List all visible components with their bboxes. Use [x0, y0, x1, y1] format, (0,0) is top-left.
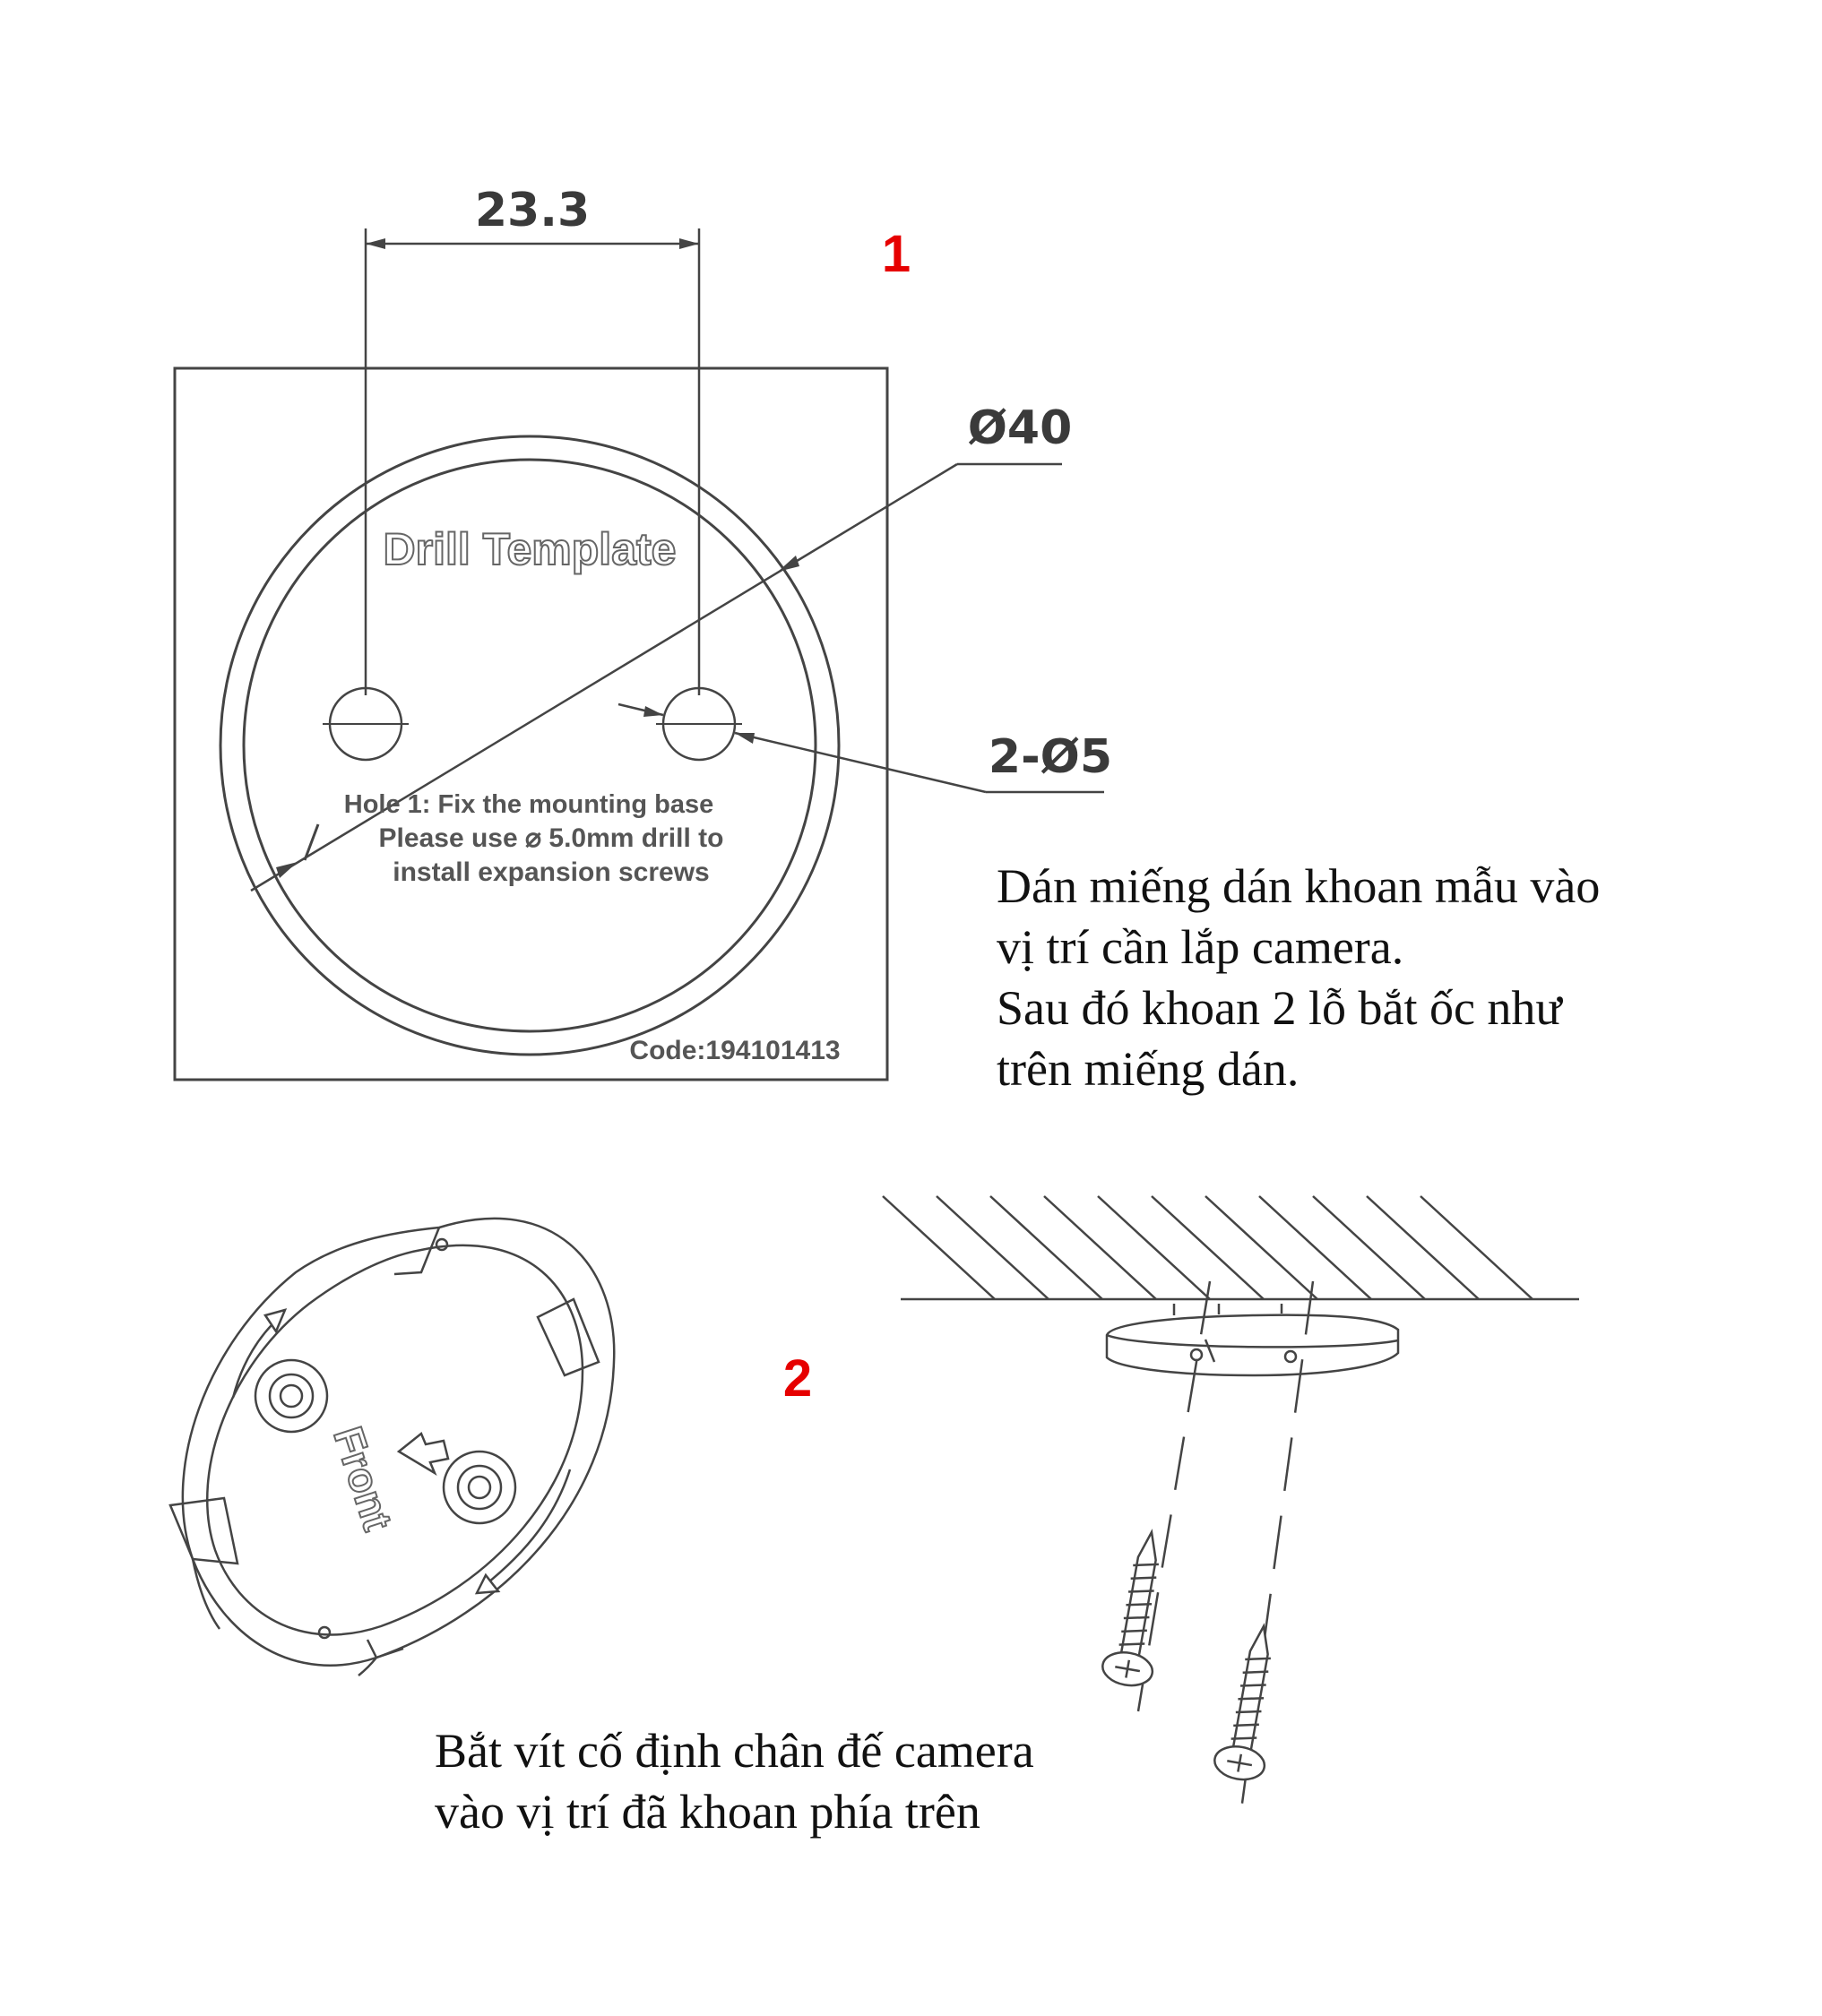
- dimension-diameter-label: Ø40: [967, 401, 1073, 455]
- template-note-line1: Hole 1: Fix the mounting base: [343, 790, 714, 819]
- ceiling-illustration: [883, 1196, 1579, 1299]
- step1-caption: [997, 856, 1600, 1099]
- step2-caption: [435, 1720, 1034, 1842]
- step1-caption-line: trên miếng dán.: [997, 1042, 1300, 1096]
- mounting-base-illustration: [170, 1219, 614, 1676]
- step1-caption-line: vị trí cần lắp camera.: [997, 920, 1404, 974]
- step1-caption-line: Dán miếng dán khoan mẫu vào: [997, 859, 1601, 913]
- step-number-1: 1: [881, 225, 911, 283]
- front-label: Front: [324, 1421, 402, 1536]
- template-code: Code:194101413: [629, 1036, 841, 1065]
- template-title: Drill Template: [383, 524, 677, 574]
- template-sticker-outline: [175, 368, 887, 1080]
- mounted-base-side-view: [1107, 1304, 1398, 1375]
- drill-template-drawing: [175, 228, 1104, 1080]
- dimension-holes-label: 2-Ø5: [988, 730, 1113, 784]
- template-note-line3: install expansion screws: [393, 857, 710, 887]
- step-number-2: 2: [782, 1349, 813, 1408]
- dimension-spacing-label: 23.3: [474, 184, 591, 237]
- step1-caption-line: Sau đó khoan 2 lỗ bắt ốc như: [997, 981, 1562, 1035]
- step2-caption-line: Bắt vít cố định chân đế camera: [435, 1724, 1034, 1778]
- template-note-line2: Please use ⌀ 5.0mm drill to: [378, 823, 724, 853]
- step2-caption-line: vào vị trí đã khoan phía trên: [435, 1785, 980, 1839]
- screw-right: [1212, 1622, 1288, 1783]
- mounting-hole-right: [656, 688, 742, 760]
- mounting-hole-left: [323, 688, 409, 760]
